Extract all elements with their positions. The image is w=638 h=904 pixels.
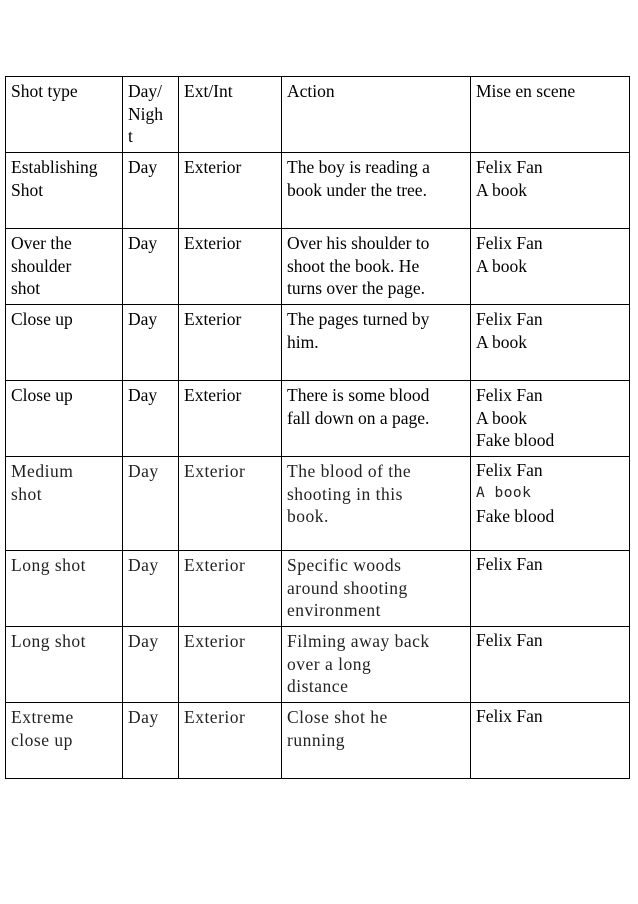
header-day-night-text: Day/ Nigh t	[128, 81, 163, 146]
cell-shot-type: Close up	[6, 305, 123, 381]
cell-mise-en-scene: Felix Fan A book	[471, 153, 630, 229]
cell-mise-en-scene: Felix Fan	[471, 627, 630, 703]
cell-shot-type: Establishing Shot	[6, 153, 123, 229]
cell-mise-en-scene: Felix Fan A book Fake blood	[471, 457, 630, 551]
cell-action: Filming away back over a long distance	[282, 627, 471, 703]
cell-action: The blood of the shooting in this book.	[282, 457, 471, 551]
table-header-row	[6, 77, 630, 153]
cell-action: Over his shoulder to shoot the book. He turns over the page.	[282, 229, 471, 305]
cell-action: The boy is reading a book under the tree.	[282, 153, 471, 229]
cell-mise-en-scene: Felix Fan A book Fake blood	[471, 381, 630, 457]
cell-shot-type: Close up	[6, 381, 123, 457]
table-row	[6, 153, 630, 229]
cell-day-night: Day	[123, 381, 179, 457]
cell-ext-int: Exterior	[179, 381, 282, 457]
table-row	[6, 457, 630, 551]
cell-ext-int: Exterior	[179, 703, 282, 779]
cell-ext-int: Exterior	[179, 551, 282, 627]
cell-day-night: Day	[123, 457, 179, 551]
header-action: Action	[282, 77, 471, 153]
shot-list-table	[5, 76, 630, 779]
cell-shot-type: Over the shoulder shot	[6, 229, 123, 305]
table-row	[6, 551, 630, 627]
cell-shot-type: Long shot	[6, 627, 123, 703]
cell-ext-int: Exterior	[179, 229, 282, 305]
header-day-night	[123, 77, 179, 153]
cell-action: Specific woods around shooting environment	[282, 551, 471, 627]
cell-day-night: Day	[123, 627, 179, 703]
cell-ext-int: Exterior	[179, 153, 282, 229]
table-row	[6, 381, 630, 457]
cell-ext-int: Exterior	[179, 457, 282, 551]
cell-day-night: Day	[123, 229, 179, 305]
cell-mise-en-scene: Felix Fan	[471, 551, 630, 627]
header-ext-int: Ext/Int	[179, 77, 282, 153]
cell-day-night: Day	[123, 551, 179, 627]
cell-action: There is some blood fall down on a page.	[282, 381, 471, 457]
cell-action: Close shot he running	[282, 703, 471, 779]
cell-mise-en-scene: Felix Fan A book	[471, 305, 630, 381]
cell-mise-en-scene: Felix Fan A book	[471, 229, 630, 305]
cell-ext-int: Exterior	[179, 305, 282, 381]
cell-shot-type: Medium shot	[6, 457, 123, 551]
cell-day-night: Day	[123, 153, 179, 229]
table-row	[6, 627, 630, 703]
cell-action: The pages turned by him.	[282, 305, 471, 381]
cell-shot-type: Long shot	[6, 551, 123, 627]
table-row	[6, 229, 630, 305]
cell-ext-int: Exterior	[179, 627, 282, 703]
cell-day-night: Day	[123, 305, 179, 381]
cell-day-night: Day	[123, 703, 179, 779]
header-mise-en-scene: Mise en scene	[471, 77, 630, 153]
table-row	[6, 703, 630, 779]
table-row	[6, 305, 630, 381]
header-shot-type: Shot type	[6, 77, 123, 153]
cell-mise-en-scene: Felix Fan	[471, 703, 630, 779]
cell-shot-type: Extreme close up	[6, 703, 123, 779]
